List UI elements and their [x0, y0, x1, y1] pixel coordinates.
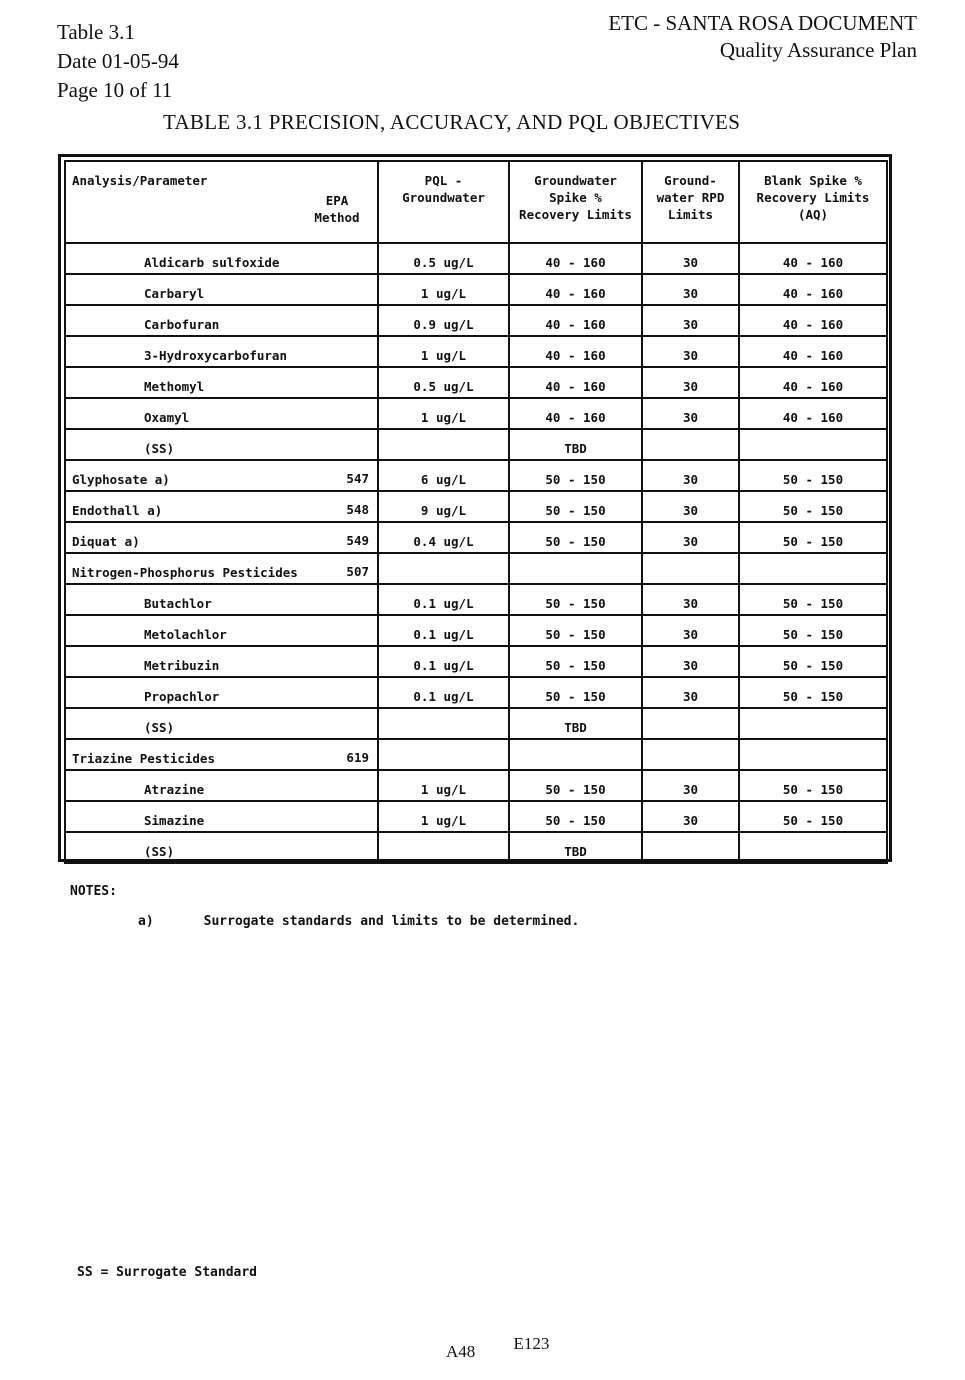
cell-blank: 40 - 160 — [739, 336, 887, 367]
cell-pql: 9 ug/L — [378, 491, 509, 522]
cell-spike: 40 - 160 — [509, 243, 642, 274]
col-header-param — [65, 161, 378, 243]
cell-rpd: 30 — [642, 615, 739, 646]
cell-blank: 50 - 150 — [739, 677, 887, 708]
cell-rpd: 30 — [642, 677, 739, 708]
cell-param — [65, 739, 378, 770]
page-title: TABLE 3.1 PRECISION, ACCURACY, AND PQL OBJECTIVES — [163, 110, 741, 134]
note-a-text: Surrogate standards and limits to be determined. — [203, 914, 580, 929]
cell-rpd: 30 — [642, 398, 739, 429]
cell-rpd: 30 — [642, 367, 739, 398]
cell-pql — [378, 553, 509, 584]
param-name: Atrazine — [144, 782, 205, 797]
col-header-blank: Blank Spike % Recovery Limits (AQ) — [739, 161, 887, 243]
table-row — [65, 460, 887, 491]
table-row — [65, 584, 887, 615]
cell-param — [65, 615, 378, 646]
param-name: Metribuzin — [144, 658, 220, 673]
cell-pql: 6 ug/L — [378, 460, 509, 491]
doc-type: Quality Assurance Plan — [719, 38, 917, 62]
epa-method: 547 — [346, 471, 369, 486]
table-row — [65, 305, 887, 336]
header-left — [57, 18, 179, 105]
note-a-label: a) — [138, 914, 154, 929]
cell-blank — [739, 832, 887, 863]
table-row — [65, 739, 887, 770]
doc-date: Date 01-05-94 — [57, 49, 179, 73]
cell-spike: 50 - 150 — [509, 491, 642, 522]
table-row — [65, 491, 887, 522]
org-name: ETC - SANTA ROSA DOCUMENT — [608, 11, 917, 35]
footer-right: E123 — [513, 1334, 550, 1353]
cell-rpd: 30 — [642, 522, 739, 553]
cell-rpd — [642, 739, 739, 770]
cell-pql — [378, 832, 509, 863]
page-number: Page 10 of 11 — [57, 78, 173, 102]
table-id: Table 3.1 — [57, 20, 135, 44]
ss-definition: SS = Surrogate Standard — [77, 1265, 258, 1280]
cell-param — [65, 522, 378, 553]
objectives-table-frame — [58, 154, 892, 862]
cell-blank: 40 - 160 — [739, 243, 887, 274]
param-name: Diquat a) — [72, 534, 140, 549]
cell-pql — [378, 708, 509, 739]
param-name: Aldicarb sulfoxide — [144, 255, 280, 270]
cell-spike: 40 - 160 — [509, 336, 642, 367]
cell-spike: 40 - 160 — [509, 367, 642, 398]
cell-spike: 40 - 160 — [509, 305, 642, 336]
cell-spike: 50 - 150 — [509, 801, 642, 832]
cell-param — [65, 832, 378, 863]
footer-left: A48 — [446, 1342, 476, 1361]
table-row — [65, 646, 887, 677]
epa-method: 549 — [346, 533, 369, 548]
cell-param — [65, 429, 378, 460]
cell-param — [65, 243, 378, 274]
table-row — [65, 615, 887, 646]
cell-spike: 50 - 150 — [509, 460, 642, 491]
table-row — [65, 243, 887, 274]
cell-rpd: 30 — [642, 336, 739, 367]
param-name: Carbofuran — [144, 317, 220, 332]
epa-method: 619 — [346, 750, 369, 765]
cell-param — [65, 584, 378, 615]
table-row — [65, 398, 887, 429]
objectives-table — [64, 160, 888, 864]
table-row — [65, 708, 887, 739]
cell-blank: 50 - 150 — [739, 460, 887, 491]
cell-blank — [739, 739, 887, 770]
epa-method: 548 — [346, 502, 369, 517]
cell-blank: 50 - 150 — [739, 770, 887, 801]
cell-param — [65, 398, 378, 429]
cell-spike — [509, 739, 642, 770]
table-body — [65, 243, 887, 863]
cell-pql: 1 ug/L — [378, 336, 509, 367]
cell-pql: 0.5 ug/L — [378, 367, 509, 398]
cell-spike: 50 - 150 — [509, 584, 642, 615]
cell-spike: 50 - 150 — [509, 522, 642, 553]
cell-blank: 40 - 160 — [739, 274, 887, 305]
cell-blank: 40 - 160 — [739, 367, 887, 398]
cell-blank — [739, 708, 887, 739]
cell-pql: 1 ug/L — [378, 770, 509, 801]
cell-rpd — [642, 553, 739, 584]
cell-param — [65, 460, 378, 491]
param-name: Butachlor — [144, 596, 212, 611]
param-name: (SS) — [144, 844, 175, 859]
cell-param — [65, 367, 378, 398]
cell-rpd: 30 — [642, 646, 739, 677]
table-row — [65, 677, 887, 708]
table-row — [65, 770, 887, 801]
note-a — [138, 914, 579, 929]
cell-spike: 50 - 150 — [509, 770, 642, 801]
cell-spike — [509, 553, 642, 584]
cell-spike: 50 - 150 — [509, 646, 642, 677]
param-name: Glyphosate a) — [72, 472, 170, 487]
cell-pql: 0.1 ug/L — [378, 646, 509, 677]
cell-spike: TBD — [509, 832, 642, 863]
param-name: 3-Hydroxycarbofuran — [144, 348, 287, 363]
cell-pql: 0.5 ug/L — [378, 243, 509, 274]
cell-pql: 0.4 ug/L — [378, 522, 509, 553]
col-header-method: EPA Method — [314, 193, 360, 225]
col-header-pql: PQL - Groundwater — [378, 161, 509, 243]
param-name: Nitrogen-Phosphorus Pesticides — [72, 565, 298, 580]
notes-heading: NOTES: — [70, 884, 117, 899]
table-row — [65, 832, 887, 863]
cell-spike: 50 - 150 — [509, 677, 642, 708]
cell-blank: 50 - 150 — [739, 522, 887, 553]
cell-blank: 50 - 150 — [739, 584, 887, 615]
param-name: Triazine Pesticides — [72, 751, 215, 766]
cell-pql — [378, 739, 509, 770]
cell-pql — [378, 429, 509, 460]
cell-rpd: 30 — [642, 801, 739, 832]
cell-blank: 50 - 150 — [739, 646, 887, 677]
cell-blank: 40 - 160 — [739, 398, 887, 429]
cell-param — [65, 274, 378, 305]
cell-param — [65, 646, 378, 677]
cell-pql: 1 ug/L — [378, 801, 509, 832]
cell-rpd — [642, 832, 739, 863]
param-name: Simazine — [144, 813, 205, 828]
epa-method: 507 — [346, 564, 369, 579]
col-header-param-label: Analysis/Parameter — [72, 173, 208, 188]
col-header-spike: Groundwater Spike % Recovery Limits — [509, 161, 642, 243]
param-name: Methomyl — [144, 379, 205, 394]
param-name: Propachlor — [144, 689, 220, 704]
cell-blank: 50 - 150 — [739, 615, 887, 646]
cell-param — [65, 553, 378, 584]
param-name: Carbaryl — [144, 286, 205, 301]
cell-param — [65, 336, 378, 367]
cell-rpd: 30 — [642, 584, 739, 615]
cell-blank — [739, 553, 887, 584]
cell-blank: 50 - 150 — [739, 801, 887, 832]
cell-spike: TBD — [509, 708, 642, 739]
param-name: (SS) — [144, 720, 175, 735]
cell-blank — [739, 429, 887, 460]
cell-pql: 0.1 ug/L — [378, 615, 509, 646]
cell-rpd — [642, 429, 739, 460]
cell-pql: 0.1 ug/L — [378, 584, 509, 615]
table-row — [65, 553, 887, 584]
cell-pql: 1 ug/L — [378, 274, 509, 305]
cell-pql: 0.9 ug/L — [378, 305, 509, 336]
cell-spike: TBD — [509, 429, 642, 460]
cell-param — [65, 801, 378, 832]
cell-rpd: 30 — [642, 274, 739, 305]
cell-rpd: 30 — [642, 305, 739, 336]
cell-rpd: 30 — [642, 243, 739, 274]
header-right — [608, 10, 917, 64]
cell-param — [65, 677, 378, 708]
param-name: Oxamyl — [144, 410, 190, 425]
table-row — [65, 429, 887, 460]
cell-spike: 40 - 160 — [509, 274, 642, 305]
cell-spike: 40 - 160 — [509, 398, 642, 429]
table-row — [65, 522, 887, 553]
cell-rpd: 30 — [642, 491, 739, 522]
param-name: Metolachlor — [144, 627, 227, 642]
cell-param — [65, 708, 378, 739]
table-row — [65, 274, 887, 305]
cell-spike: 50 - 150 — [509, 615, 642, 646]
cell-param — [65, 770, 378, 801]
table-row — [65, 336, 887, 367]
table-row — [65, 367, 887, 398]
cell-param — [65, 491, 378, 522]
table-row — [65, 801, 887, 832]
cell-rpd: 30 — [642, 770, 739, 801]
cell-rpd: 30 — [642, 460, 739, 491]
footer — [446, 1334, 550, 1362]
cell-pql: 0.1 ug/L — [378, 677, 509, 708]
cell-blank: 40 - 160 — [739, 305, 887, 336]
param-name: (SS) — [144, 441, 175, 456]
cell-pql: 1 ug/L — [378, 398, 509, 429]
cell-blank: 50 - 150 — [739, 491, 887, 522]
param-name: Endothall a) — [72, 503, 163, 518]
col-header-rpd: Ground-water RPD Limits — [642, 161, 739, 243]
cell-param — [65, 305, 378, 336]
cell-rpd — [642, 708, 739, 739]
